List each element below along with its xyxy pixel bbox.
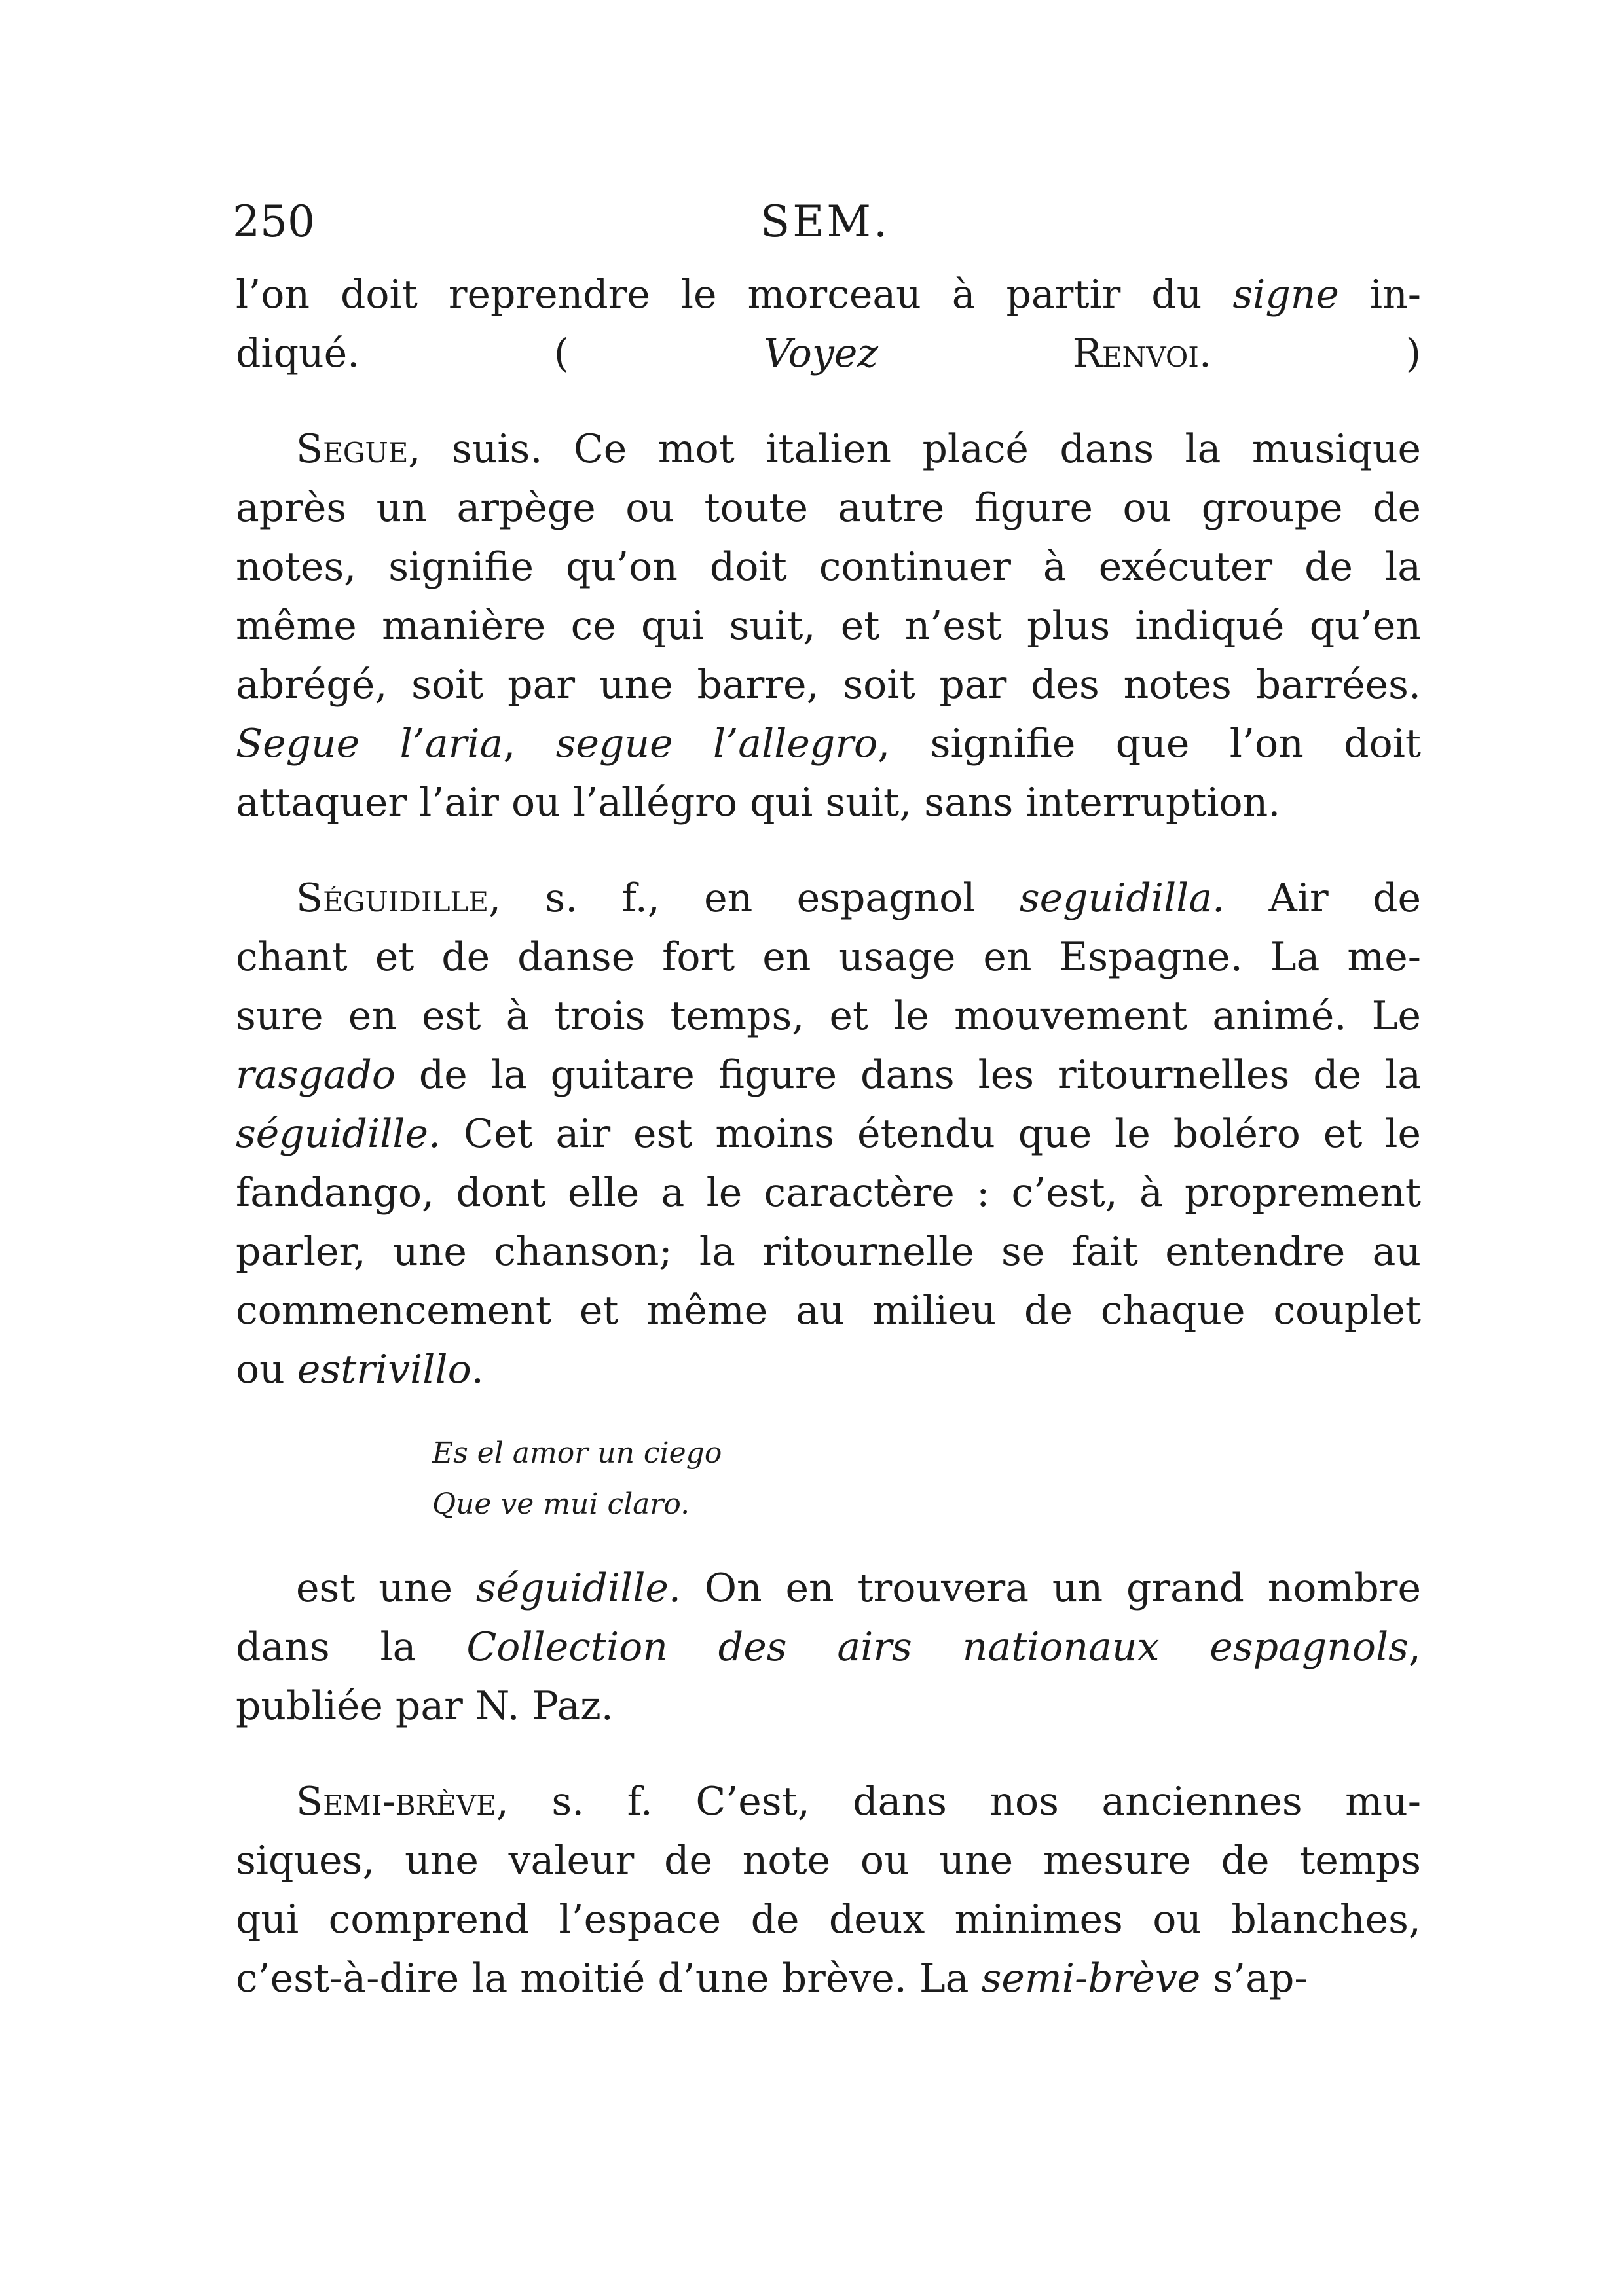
text-run: abrégé, soit par une barre, soit par des notes barrées.	[236, 662, 1421, 708]
headword: Segue	[296, 426, 409, 472]
text-line	[236, 479, 1421, 538]
text-run: même manière ce qui suit, et n’est plus indiqué qu’en	[236, 603, 1421, 649]
headword: Séguidille	[296, 875, 489, 921]
text-run: diqué. (	[236, 331, 764, 376]
text-line	[236, 773, 1421, 832]
text-run: ,	[1408, 1624, 1421, 1670]
text-run: est une	[296, 1565, 476, 1611]
text-line	[236, 1559, 1421, 1618]
text-run: sure en est à trois temps, et le mouvement animé. Le	[236, 993, 1421, 1039]
text-run: , suis. Ce mot italien placé dans la musique	[408, 426, 1421, 472]
text-line	[236, 1222, 1421, 1281]
text-line	[236, 1890, 1421, 1949]
paragraph	[236, 265, 1421, 383]
text-run: commencement et même au milieu de chaque couplet	[236, 1288, 1421, 1334]
headword: Renvoi.	[1072, 331, 1211, 376]
text-run: dans la	[236, 1624, 467, 1670]
italic-run: Voyez	[763, 331, 878, 376]
italic-run: estrivillo	[297, 1347, 471, 1393]
text-line	[236, 869, 1421, 928]
text-line	[236, 1163, 1421, 1222]
paragraph	[236, 1772, 1421, 2008]
text-run: publiée par N. Paz.	[236, 1683, 614, 1729]
text-run	[878, 331, 1073, 376]
text-run: )	[1211, 331, 1421, 376]
text-line	[236, 265, 1421, 324]
text-run: après un arpège ou toute autre figure ou groupe de	[236, 485, 1421, 531]
body-text	[236, 265, 1421, 2008]
paragraph	[236, 1559, 1421, 1736]
italic-run: séguidille.	[236, 1111, 441, 1157]
text-line	[236, 596, 1421, 655]
verse-line: Es el amor un ciego	[432, 1436, 722, 1470]
verse-quotation	[236, 1428, 1421, 1530]
text-run: de la guitare figure dans les ritournelles de la	[395, 1052, 1421, 1098]
text-line	[236, 1618, 1421, 1677]
text-run: s’ap-	[1200, 1956, 1308, 2001]
text-run: , signifie que l’on doit	[877, 721, 1421, 767]
text-run: ,	[503, 721, 556, 767]
text-run: ou	[236, 1347, 297, 1393]
text-run: l’on doit reprendre le morceau à partir du	[236, 272, 1233, 318]
italic-run: segue l’allegro	[555, 721, 878, 767]
italic-run: rasgado	[236, 1052, 396, 1098]
text-run: fandango, dont elle a le caractère : c’est, à proprement	[236, 1170, 1421, 1216]
text-line	[236, 1772, 1421, 1831]
text-run: notes, signifie qu’on doit continuer à exécuter de la	[236, 544, 1421, 590]
text-line	[236, 420, 1421, 479]
paragraph-gap	[236, 1530, 1421, 1559]
text-run: chant et de danse fort en usage en Espagne. La me-	[236, 934, 1421, 980]
text-line	[236, 1281, 1421, 1340]
text-run: siques, une valeur de note ou une mesure de temps	[236, 1838, 1421, 1884]
text-line	[236, 987, 1421, 1046]
text-line	[236, 928, 1421, 987]
paragraph-gap	[236, 1736, 1421, 1772]
headword: Semi-brève	[296, 1779, 496, 1825]
italic-run: séguidille.	[475, 1565, 682, 1611]
text-run: Cet air est moins étendu que le boléro et le	[441, 1111, 1421, 1157]
text-run: qui comprend l’espace de deux minimes ou blanches,	[236, 1897, 1421, 1942]
verse-line: Que ve mui claro.	[432, 1487, 690, 1521]
text-run: attaquer l’air ou l’allégro qui suit, sans interruption.	[236, 780, 1281, 826]
italic-run: Segue l’aria	[236, 721, 504, 767]
italic-run: signe	[1232, 272, 1339, 318]
italic-run: seguidilla.	[1019, 875, 1225, 921]
paragraph-gap	[236, 383, 1421, 420]
text-line	[236, 1340, 1421, 1399]
paragraph	[236, 869, 1421, 1399]
running-head: SEM.	[760, 196, 890, 247]
text-run: in-	[1338, 272, 1421, 318]
paragraph-gap	[236, 832, 1421, 869]
text-run: .	[471, 1347, 484, 1393]
text-line	[236, 1046, 1421, 1104]
text-run: , s. f. C’est, dans nos anciennes mu-	[496, 1779, 1421, 1825]
text-run: On en trouvera un grand nombre	[681, 1565, 1421, 1611]
text-line	[236, 655, 1421, 714]
page-number: 250	[232, 196, 315, 247]
text-run: parler, une chanson; la ritournelle se fait entendre au	[236, 1229, 1421, 1275]
text-run: c’est-à-dire la moitié d’une brève. La	[236, 1956, 982, 2001]
text-line	[236, 1831, 1421, 1890]
italic-run: semi-brève	[981, 1956, 1201, 2001]
paragraph	[236, 420, 1421, 832]
text-line	[236, 1104, 1421, 1163]
paragraph-gap	[236, 1399, 1421, 1428]
text-line	[236, 1949, 1421, 2008]
text-line	[236, 1677, 1421, 1736]
page-header	[232, 196, 1418, 249]
text-run: Air de	[1225, 875, 1421, 921]
text-run: , s. f., en espagnol	[489, 875, 1020, 921]
italic-run: Collection des airs nationaux espagnols	[466, 1624, 1409, 1670]
text-line	[236, 714, 1421, 773]
text-line	[236, 324, 1421, 383]
text-line	[236, 538, 1421, 596]
